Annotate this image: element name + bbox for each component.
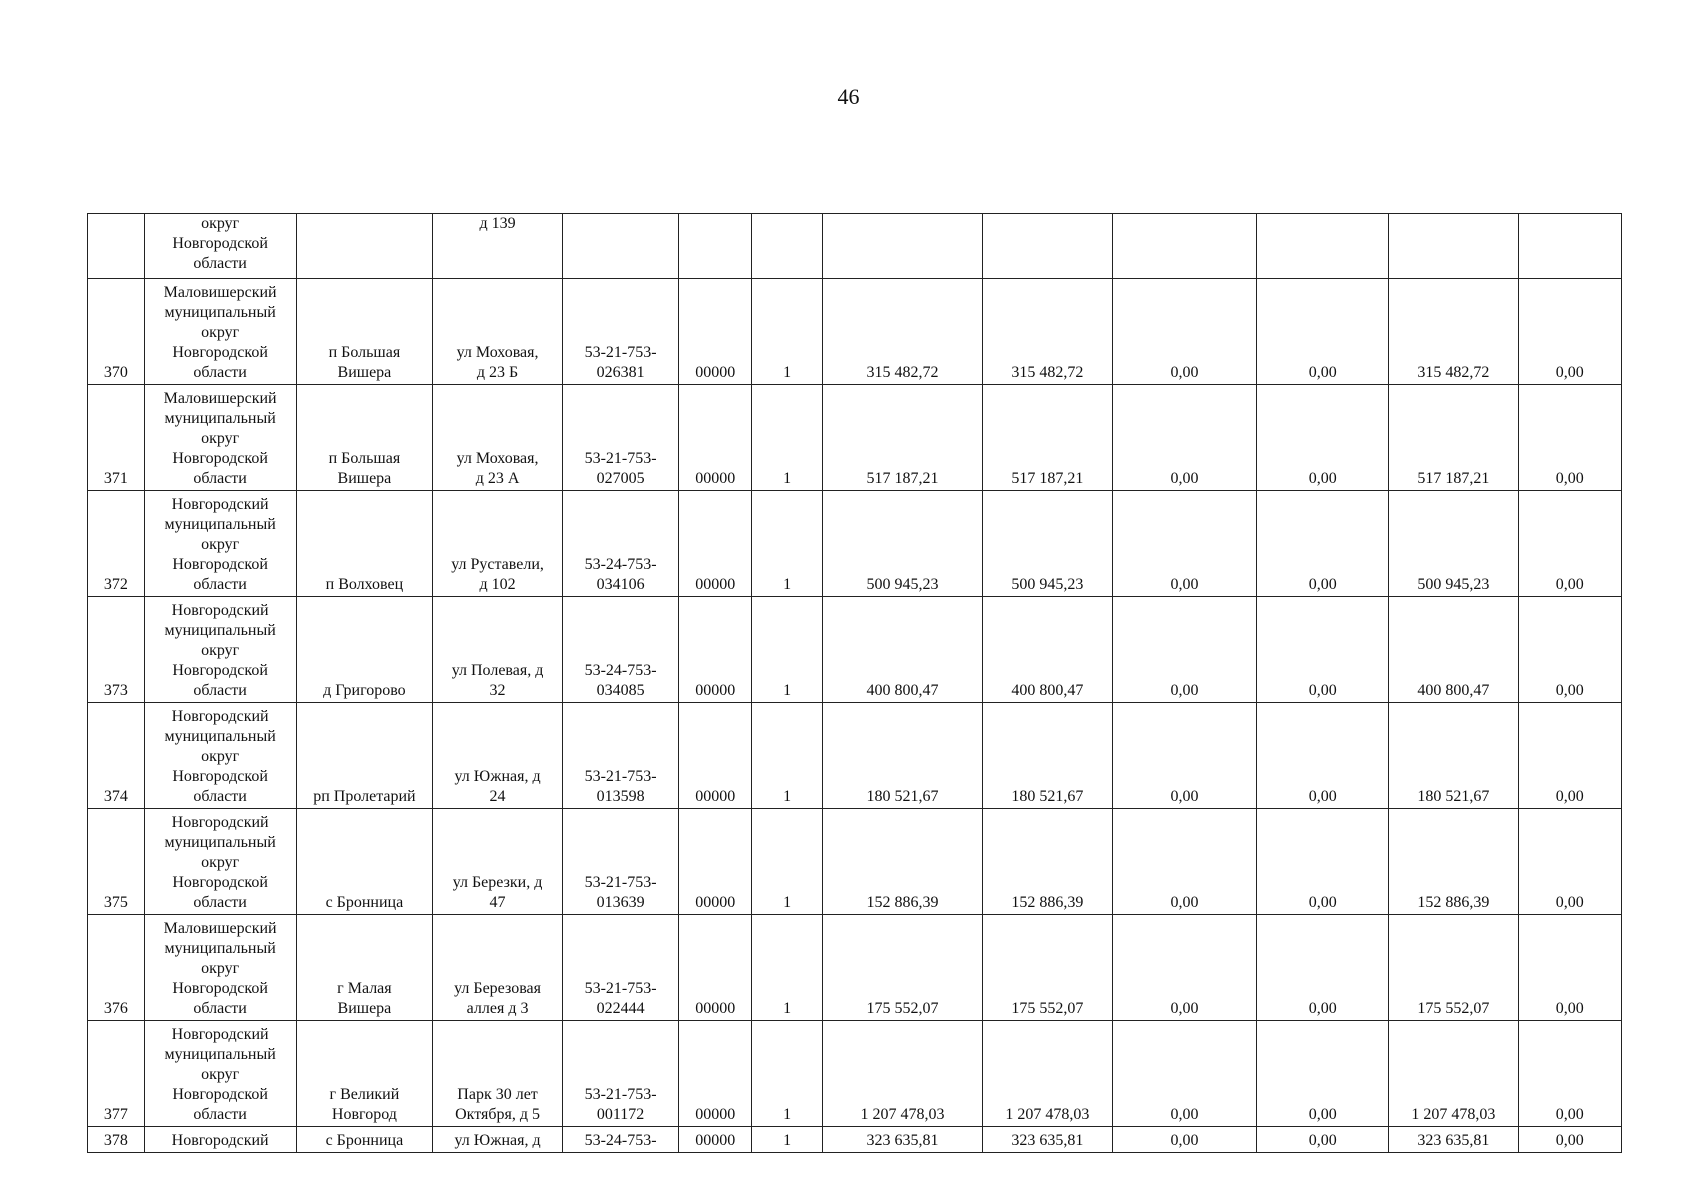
cell-district: Маловишерский муниципальный округ Новгородской области [144,385,296,491]
cell-address: Парк 30 лет Октября, д 5 [433,1021,563,1127]
cell-v3: 0,00 [1112,1127,1257,1153]
cell-index: 372 [88,491,145,597]
cell-locality: г Великий Новгород [296,1021,433,1127]
cell-locality: п Большая Вишера [296,279,433,385]
cell-index: 377 [88,1021,145,1127]
cell-v3: 0,00 [1112,385,1257,491]
cell-v4: 0,00 [1257,809,1389,915]
cell-locality: г Малая Вишера [296,915,433,1021]
table-row [88,385,1622,491]
table-row [88,279,1622,385]
cell-v6 [1518,214,1621,279]
cell-c5 [679,214,752,279]
cell-code: 53-24-753- [562,1127,678,1153]
cell-v4: 0,00 [1257,1127,1389,1153]
cell-v5: 323 635,81 [1389,1127,1519,1153]
cell-v1: 400 800,47 [823,597,983,703]
cell-address: ул Южная, д 24 [433,703,563,809]
cell-c6: 1 [752,279,823,385]
cell-code: 53-21-753- 013598 [562,703,678,809]
cell-district: Новгородский муниципальный округ Новгородской области [144,703,296,809]
cell-district: Новгородский муниципальный округ Новгородской области [144,1021,296,1127]
cell-v6: 0,00 [1518,279,1621,385]
cell-address: ул Руставели, д 102 [433,491,563,597]
cell-v6: 0,00 [1518,809,1621,915]
cell-v5: 180 521,67 [1389,703,1519,809]
cell-v2: 517 187,21 [983,385,1113,491]
cell-code [562,214,678,279]
table-row [88,703,1622,809]
table-row [88,491,1622,597]
table-row [88,597,1622,703]
cell-v5 [1389,214,1519,279]
table-row [88,809,1622,915]
cell-v6: 0,00 [1518,597,1621,703]
cell-locality: с Бронница [296,1127,433,1153]
cell-address: ул Моховая, д 23 Б [433,279,563,385]
cell-v1: 323 635,81 [823,1127,983,1153]
cell-v6: 0,00 [1518,703,1621,809]
cell-c6: 1 [752,703,823,809]
cell-district: округ Новгородской области [144,214,296,279]
cell-locality [296,214,433,279]
cell-c5: 00000 [679,597,752,703]
cell-v4: 0,00 [1257,279,1389,385]
cell-code: 53-24-753- 034106 [562,491,678,597]
cell-c5: 00000 [679,915,752,1021]
cell-v6: 0,00 [1518,1127,1621,1153]
cell-district: Новгородский муниципальный округ Новгородской области [144,491,296,597]
cell-c6: 1 [752,1127,823,1153]
cell-v4: 0,00 [1257,915,1389,1021]
cell-c6: 1 [752,809,823,915]
cell-district: Новгородский муниципальный округ Новгородской области [144,597,296,703]
cell-c6: 1 [752,385,823,491]
cell-address: ул Моховая, д 23 А [433,385,563,491]
cell-v3: 0,00 [1112,809,1257,915]
cell-code: 53-21-753- 001172 [562,1021,678,1127]
cell-v3 [1112,214,1257,279]
cell-locality: с Бронница [296,809,433,915]
table-row [88,1021,1622,1127]
cell-v1: 315 482,72 [823,279,983,385]
cell-v4: 0,00 [1257,597,1389,703]
cell-c5: 00000 [679,809,752,915]
cell-district: Новгородский муниципальный округ Новгородской области [144,809,296,915]
cell-v5: 175 552,07 [1389,915,1519,1021]
cell-district: Маловишерский муниципальный округ Новгородской области [144,915,296,1021]
cell-v2: 152 886,39 [983,809,1113,915]
cell-address: ул Полевая, д 32 [433,597,563,703]
cell-locality: рп Пролетарий [296,703,433,809]
cell-v1: 180 521,67 [823,703,983,809]
cell-code: 53-21-753- 013639 [562,809,678,915]
cell-v2: 1 207 478,03 [983,1021,1113,1127]
cell-v3: 0,00 [1112,279,1257,385]
cell-code: 53-21-753- 027005 [562,385,678,491]
cell-locality: п Большая Вишера [296,385,433,491]
cell-c5: 00000 [679,279,752,385]
cell-v6: 0,00 [1518,385,1621,491]
cell-v3: 0,00 [1112,597,1257,703]
cell-c6 [752,214,823,279]
cell-c5: 00000 [679,491,752,597]
cell-v1: 500 945,23 [823,491,983,597]
cell-v2: 175 552,07 [983,915,1113,1021]
cell-v3: 0,00 [1112,703,1257,809]
cell-index: 371 [88,385,145,491]
cell-v1 [823,214,983,279]
cell-v2: 400 800,47 [983,597,1113,703]
cell-index: 375 [88,809,145,915]
cell-index: 378 [88,1127,145,1153]
cell-v6: 0,00 [1518,491,1621,597]
cell-v4: 0,00 [1257,385,1389,491]
cell-v3: 0,00 [1112,915,1257,1021]
cell-district: Маловишерский муниципальный округ Новгородской области [144,279,296,385]
cell-v1: 175 552,07 [823,915,983,1021]
cell-index: 370 [88,279,145,385]
cell-v5: 315 482,72 [1389,279,1519,385]
cell-c5: 00000 [679,1021,752,1127]
cell-v5: 517 187,21 [1389,385,1519,491]
cell-index: 374 [88,703,145,809]
cell-c5: 00000 [679,1127,752,1153]
cell-index [88,214,145,279]
table-row-continuation [88,214,1622,279]
cell-v1: 1 207 478,03 [823,1021,983,1127]
cell-v5: 400 800,47 [1389,597,1519,703]
cell-v4: 0,00 [1257,491,1389,597]
cell-code: 53-24-753- 034085 [562,597,678,703]
cell-address: ул Южная, д [433,1127,563,1153]
cell-address: ул Березовая аллея д 3 [433,915,563,1021]
cell-c6: 1 [752,491,823,597]
cell-district: Новгородский [144,1127,296,1153]
cell-index: 373 [88,597,145,703]
cell-address: ул Березки, д 47 [433,809,563,915]
cell-locality: д Григорово [296,597,433,703]
table-row [88,915,1622,1021]
cell-v5: 1 207 478,03 [1389,1021,1519,1127]
cell-v3: 0,00 [1112,1021,1257,1127]
cell-v1: 152 886,39 [823,809,983,915]
cell-c6: 1 [752,1021,823,1127]
page-number: 46 [837,84,860,109]
cell-v2: 500 945,23 [983,491,1113,597]
cell-v2: 315 482,72 [983,279,1113,385]
cell-v4: 0,00 [1257,1021,1389,1127]
cell-v6: 0,00 [1518,915,1621,1021]
table-row [88,1127,1622,1153]
cell-v4: 0,00 [1257,703,1389,809]
cell-index: 376 [88,915,145,1021]
cell-v2: 180 521,67 [983,703,1113,809]
cell-code: 53-21-753- 022444 [562,915,678,1021]
cell-v4 [1257,214,1389,279]
cell-v2: 323 635,81 [983,1127,1113,1153]
data-table [87,213,1622,1153]
cell-c6: 1 [752,597,823,703]
cell-v6: 0,00 [1518,1021,1621,1127]
cell-v3: 0,00 [1112,491,1257,597]
cell-v2 [983,214,1113,279]
cell-locality: п Волховец [296,491,433,597]
cell-v5: 500 945,23 [1389,491,1519,597]
cell-v5: 152 886,39 [1389,809,1519,915]
cell-c5: 00000 [679,703,752,809]
cell-c6: 1 [752,915,823,1021]
cell-c5: 00000 [679,385,752,491]
cell-address: д 139 [433,214,563,279]
cell-v1: 517 187,21 [823,385,983,491]
cell-code: 53-21-753- 026381 [562,279,678,385]
